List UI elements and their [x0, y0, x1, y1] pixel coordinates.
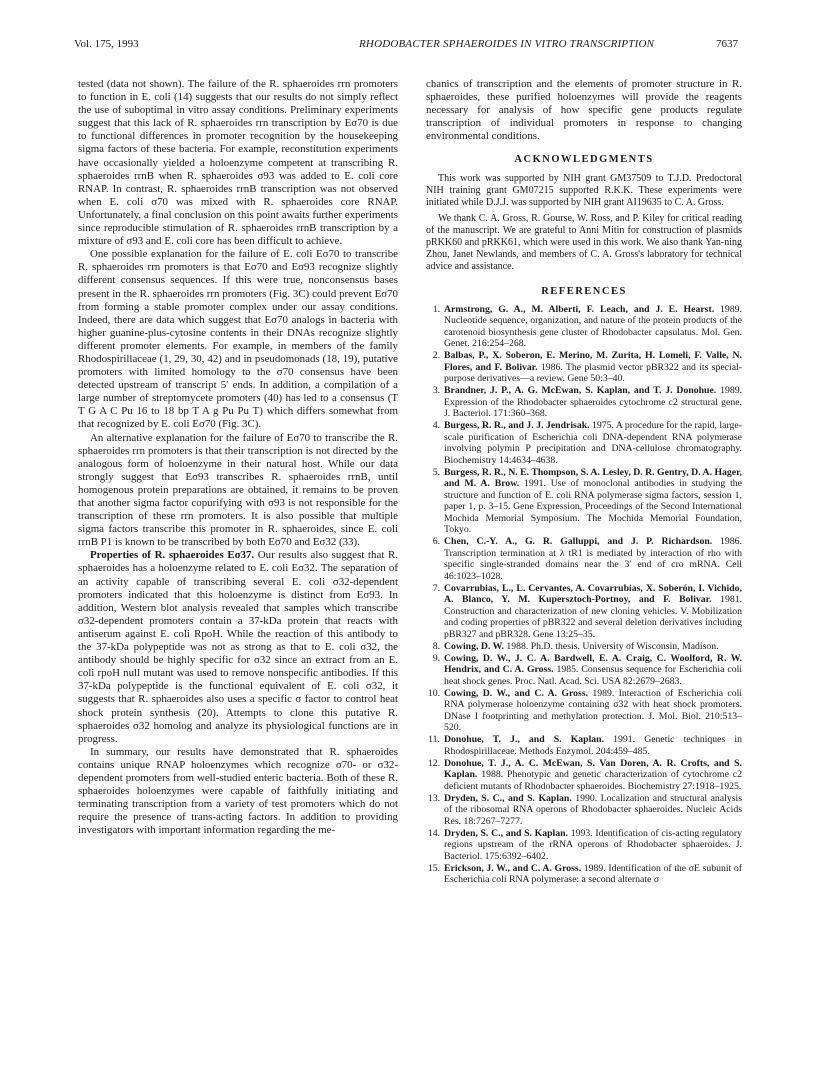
reference-item [426, 304, 742, 350]
references-heading: REFERENCES [541, 285, 627, 297]
reference-authors: Erickson, J. W., and C. A. Gross. [444, 862, 582, 874]
reference-item [426, 420, 742, 466]
reference-number: 8. [432, 640, 440, 652]
reference-text: 1993. Identification of cis-acting regulatory regions upstream of the rRNA operons of Rhodobacter sphaeroides. J. Bacteriol. 175:6392–6402. [444, 827, 742, 862]
reference-number: 9. [432, 652, 440, 664]
reference-item [426, 350, 742, 385]
reference-text: 1989. Nucleotide sequence, organization, and nature of the protein products of the carotenoid biosynthesis gene cluster of Rhodobacter capsulatus. Mol. Gen. Genet. 216:254–268. [444, 303, 742, 350]
paragraph: In summary, our results have demonstrated that R. sphaeroides contains unique RNAP holoenzymes which recognize σ70- or σ32-dependent promoters from well-studied enteric bacteria. Both of these R. sphaeroides holoenzymes were capable of faithfully initiating and terminating transcription from a variety of test promoters which do not require the presence of trans-acting factors. In addition to providing investigators with important information regarding the me- [78, 745, 398, 837]
reference-authors: Donohue, T. J., and S. Kaplan. [444, 734, 605, 746]
reference-number: 4. [432, 420, 440, 432]
paragraph: One possible explanation for the failure of E. coli Eσ70 to transcribe R. sphaeroides rrn promoters is that Eσ70 and Eσ93 recognize slightly different consensus sequences. If this were true, nonconsensus bases present in the R. sphaeroides rrn promoters (Fig. 3C) could prevent Eσ70 from forming a stable promoter complex under our assay conditions. Indeed, there are data which suggest that Eσ70 analogs in bacteria with higher guanine-plus-cytosine contents in their DNAs recognize slightly different promoter elements. For example, in members of the family Rhodospirillaceae (1, 29, 30, 42) and in pseudomonads (18, 19), putative promoters with limited homology to the σ70 consensus have been detected upstream of transcript 5′ ends. In addition, a compilation of a large number of streptomycete promoters (40) has led to a consensus (T T G A C Pu 16 to 18 bp T A g Pu Pu T) which differs somewhat from that recognized by E. coli Eσ70 (Fig. 3C). [78, 248, 398, 431]
reference-number: 14. [427, 827, 440, 839]
reference-authors: Dryden, S. C., and S. Kaplan. [444, 827, 568, 839]
reference-authors: Cowing, D. W., J. C. A. Bardwell, E. A. Craig, C. Woolford, R. W. Hendrix, and C. A. Gross. [444, 652, 742, 676]
running-header [74, 38, 738, 54]
reference-text: 1975. A procedure for the rapid, large-scale purification of Escherichia coli DNA-dependent RNA polymerase involving polymin P precipitation and DNA-cellulose chromatography. Biochemistry 14:4634–4638. [444, 420, 742, 466]
reference-text: 1981. Construction and characterization of new cloning vehicles. V. Mobilization and coding properties of pBR322 and several deletion derivatives including pBR327 and pBR328. Gene 13:25–35. [444, 594, 742, 640]
reference-item [426, 641, 742, 653]
reference-text: 1989. Interaction of Escherichia coli RNA polymerase holoenzyme containing σ32 with heat shock promoters. DNase I footprinting and methylation protection. J. Mol. Biol. 210:513–520. [444, 687, 742, 734]
reference-item [426, 793, 742, 828]
reference-text: 1989. Expression of the Rhodobacter sphaeroides cytochrome c2 structural gene. J. Bacteriol. 171:360–368. [444, 385, 743, 420]
paragraph: chanics of transcription and the elements of promoter structure in R. sphaeroides, these purified holoenzymes will provide the reagents necessary for analysis of how specific gene products regulate transcription of individual promoters in response to changing environmental conditions. [426, 78, 742, 143]
volume-label: Vol. 175, 1993 [74, 38, 139, 50]
reference-number: 3. [432, 385, 440, 397]
reference-number: 11. [428, 734, 440, 746]
reference-text: 1986. Transcription termination at λ tR1 is mediated by interaction of rho with specific single-stranded domains near the 3′ end of cro mRNA. Cell 46:1023–1028. [444, 536, 742, 582]
reference-text: 1991. Use of monoclonal antibodies in studying the structure and function of E. coli RNA polymerase sigma factors, session 1, paper 1, p. 3–15. Gene Expression, Proceedings of the Second International Mochida Memorial Symposium. The Mochida Memorial Foundation, Tokyo. [444, 478, 742, 536]
reference-authors: Burgess, R. R., N. E. Thompson, S. A. Lesley, D. R. Gentry, D. A. Hager, and M. A. Brow. [444, 466, 742, 490]
reference-number: 2. [432, 350, 440, 362]
acknowledgment-paragraph: We thank C. A. Gross, R. Gourse, W. Ross, and P. Kiley for critical reading of the manuscript. We are grateful to Anni Mitin for construction of plasmids pRKK60 and pRKK61, which were used in this work. We also thank Yan-ning Zhou, Janet Newlands, and members of C. A. Gross's laboratory for technical advice and assistance. [426, 212, 742, 272]
reference-authors: Chen, C.-Y. A., G. R. Galluppi, and J. P. Richardson. [444, 536, 713, 548]
acknowledgments-heading: ACKNOWLEDGMENTS [514, 154, 654, 166]
acknowledgment-paragraph: This work was supported by NIH grant GM37509 to T.J.D. Predoctoral NIH training grant GM07215 supported R.K.K. These experiments were initiated while D.J.J. was supported by NIH grant AI19635 to C. A. Gross. [426, 172, 742, 208]
reference-text: 1990. Localization and structural analysis of the ribosomal RNA operons of Rhodobacter sphaeroides. Nucleic Acids Res. 18:7267–7277. [444, 792, 742, 827]
reference-number: 15. [427, 862, 440, 874]
reference-authors: Burgess, R. R., and J. J. Jendrisak. [444, 420, 590, 432]
reference-authors: Donohue, T. J., A. C. McEwan, S. Van Doren, A. R. Crofts, and S. Kaplan. [444, 757, 742, 781]
reference-number: 13. [427, 792, 440, 804]
reference-number: 12. [427, 757, 440, 769]
runin-heading: Properties of R. sphaeroides Eσ37. [90, 549, 255, 562]
reference-item [426, 653, 742, 688]
reference-number: 10. [427, 687, 440, 699]
reference-text: 1991. Genetic techniques in Rhodospirillaceae. Methods Enzymol. 204:459–485. [444, 734, 742, 757]
reference-item [426, 758, 742, 793]
reference-number: 1. [432, 303, 440, 315]
reference-item [426, 385, 742, 420]
reference-text: 1988. Phenotypic and genetic characterization of cytochrome c2 deficient mutants of Rhodobacter sphaeroides. Biochemistry 27:1918–1925. [444, 769, 742, 792]
reference-text: 1988. Ph.D. thesis. University of Wisconsin, Madison. [503, 640, 719, 652]
reference-list [426, 304, 742, 886]
reference-item [426, 734, 742, 757]
reference-item [426, 828, 742, 863]
reference-authors: Armstrong, G. A., M. Alberti, F. Leach, and J. E. Hearst. [444, 303, 715, 315]
reference-authors: Dryden, S. C., and S. Kaplan. [444, 792, 572, 804]
reference-item [426, 536, 742, 582]
reference-number: 5. [432, 466, 440, 478]
reference-authors: Balbas, P., X. Soberon, E. Merino, M. Zurita, H. Lomeli, F. Valle, N. Flores, and F. Bolivar. [444, 350, 742, 373]
reference-text: 1986. The plasmid vector pBR322 and its special-purpose derivatives—a review. Gene 50:3–40. [444, 361, 742, 385]
reference-authors: Cowing, D. W., and C. A. Gross. [444, 687, 589, 699]
reference-authors: Cowing, D. W. [444, 640, 504, 652]
reference-text: 1985. Consensus sequence for Escherichia coli heat shock genes. Proc. Natl. Acad. Sci. USA 82:2679–2683. [444, 664, 742, 687]
running-title: RHODOBACTER SPHAEROIDES IN VITRO TRANSCRIPTION [359, 38, 655, 50]
paragraph-body: Our results also suggest that R. sphaeroides has a holoenzyme related to E. coli Eσ32. The separation of an activity capable of transcribing several E. coli σ32-dependent promoters indicated that this holoenzyme is distinct from Eσ93. In addition, Western blot analysis revealed that samples which transcribe σ32-dependent promoters contain a 37-kDa protein that reacts with antiserum against E. coli RpoH. While the reaction of this antibody to the 37-kDa polypeptide was not as strong as that to E. coli σ32, the antibody should be highly specific for σ32 since an extract from an E. coli rpoH null mutant was used to remove nonspecific antibodies. If this 37-kDa polypeptide is the functional equivalent of E. coli σ32, it suggests that R. sphaeroides also uses a specific σ factor to control heat shock protein synthesis (20). Attempts to clone this putative R. sphaeroides σ32 homolog and analyze its physiological functions are in progress. [78, 549, 398, 745]
page-number: 7637 [716, 38, 738, 50]
reference-item [426, 467, 742, 536]
paragraph: An alternative explanation for the failure of Eσ70 to transcribe the R. sphaeroides rrn promoters is that their transcription is not directed by the analogous form of holoenzyme in their natural host. While our data strongly suggest that Eσ93 transcribes R. sphaeroides rrnB, until homogenous protein preparations are obtained, it remains to be proven that another sigma factor copurifying with σ93 is not responsible for the transcription of these rrn promoters. It is also possible that multiple sigma factors transcribe this promoter in R. sphaeroides, since E. coli rrnB P1 is known to be transcribed by both Eσ70 and Eσ32 (33). [78, 431, 398, 549]
reference-item [426, 583, 742, 641]
reference-number: 6. [432, 536, 440, 548]
reference-text: 1989. Identification of the σE subunit of Escherichia coli RNA polymerase: a second alternate σ [444, 862, 742, 886]
paragraph: tested (data not shown). The failure of the R. sphaeroides rrn promoters to function in E. coli (14) suggests that our results do not simply reflect the use of suboptimal in vitro assay conditions. Preliminary experiments suggest that this lack of R. sphaeroides rrn transcription by Eσ70 is due to functional differences in promoter recognition by the housekeeping sigma factors of these bacteria. For example, reconstitution experiments have occasionally yielded a holoenzyme competent at transcribing R. sphaeroides rrnB when R. sphaeroides σ93 was added to E. coli core RNAP. In contrast, R. sphaeroides rrnB transcription was not observed when E. coli σ70 was mixed with R. sphaeroides core RNAP. Unfortunately, a final conclusion on this point awaits further experiments since reproducible stimulation of R. sphaeroides rrnB transcription by a mixture of σ93 and E. coli core has been difficult to achieve. [78, 78, 398, 248]
left-column [78, 78, 398, 837]
reference-number: 7. [432, 582, 440, 594]
reference-item [426, 688, 742, 734]
right-column [426, 78, 742, 886]
reference-item [426, 863, 742, 886]
paragraph-properties [78, 549, 398, 745]
reference-authors: Brandner, J. P., A. G. McEwan, S. Kaplan, and T. J. Donohue. [444, 385, 717, 397]
reference-authors: Covarrubias, L., L. Cervantes, A. Covarrubias, X. Soberón, I. Vichido, A. Blanco, Y. M. Kupersztoch-Portnoy, and F. Bolivar. [444, 582, 742, 606]
